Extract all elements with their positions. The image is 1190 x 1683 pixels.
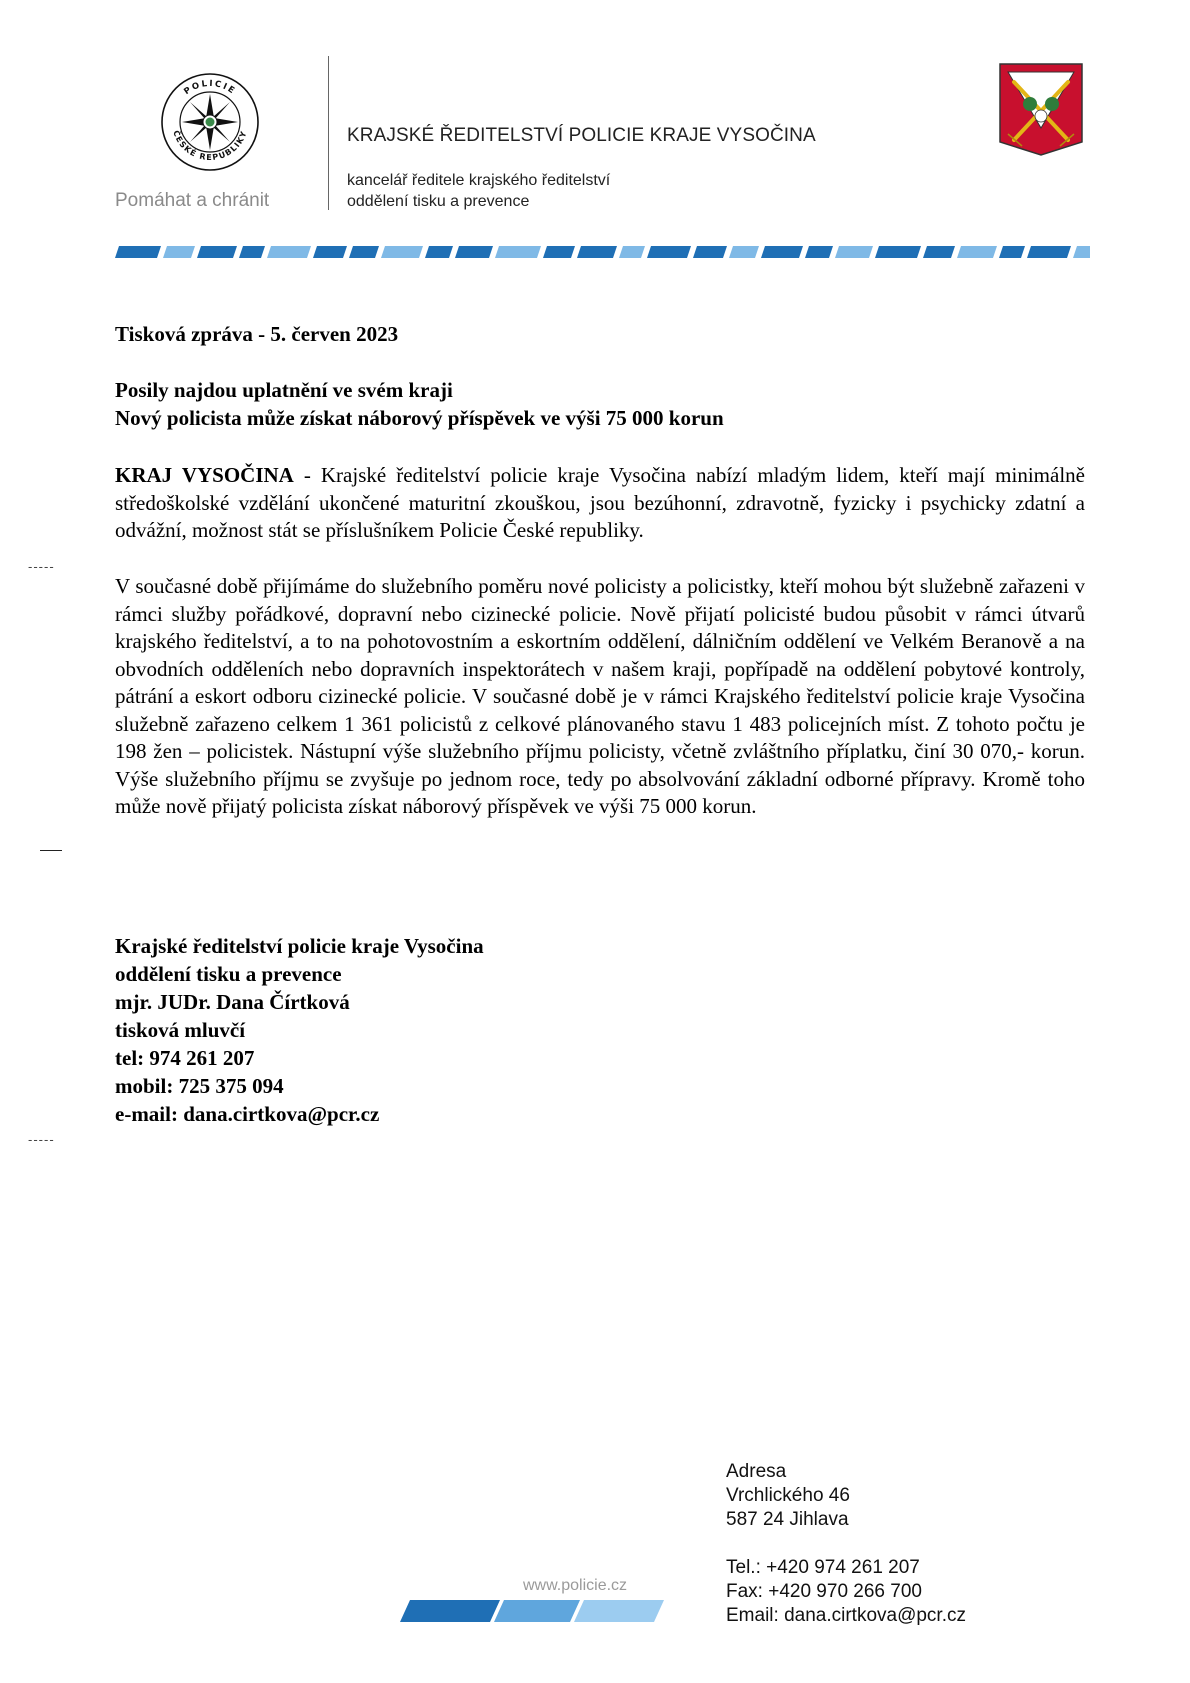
svg-text:POLICIE: POLICIE xyxy=(182,78,238,98)
stripe-segment xyxy=(267,246,311,258)
signature-block xyxy=(115,932,484,1128)
signature-tel: tel: 974 261 207 xyxy=(115,1046,255,1070)
stripe-segment xyxy=(313,246,347,258)
stripe-segment xyxy=(1073,246,1090,258)
vysocina-crest-icon xyxy=(998,62,1084,157)
stripe-segment xyxy=(729,246,759,258)
stripe-segment xyxy=(923,246,955,258)
stripe-segment xyxy=(197,246,237,258)
header-stripe-decoration xyxy=(115,246,1090,258)
signature-role: tisková mluvčí xyxy=(115,1018,246,1042)
signature-name: mjr. JUDr. Dana Čírtková xyxy=(115,990,350,1014)
signature-mobile: mobil: 725 375 094 xyxy=(115,1074,284,1098)
headline-1: Posily najdou uplatnění ve svém kraji xyxy=(115,378,453,402)
organization-title: KRAJSKÉ ŘEDITELSTVÍ POLICIE KRAJE VYSOČINA xyxy=(347,125,816,146)
stripe-segment xyxy=(1027,246,1071,258)
signature-org: Krajské ředitelství policie kraje Vysočina xyxy=(115,934,484,958)
stripe-segment xyxy=(239,246,265,258)
footer-stripe-decoration xyxy=(400,1600,664,1622)
stripe-segment xyxy=(381,246,423,258)
signature-email: e-mail: dana.cirtkova@pcr.cz xyxy=(115,1102,380,1126)
stripe-segment xyxy=(115,246,161,258)
department-line-2: oddělení tisku a prevence xyxy=(347,193,530,210)
stripe-segment xyxy=(647,246,691,258)
header-divider xyxy=(328,56,329,210)
department-line-1: kancelář ředitele krajského ředitelství xyxy=(347,172,611,189)
stripe-segment xyxy=(495,246,541,258)
paragraph-2: V současné době přijímáme do služebního poměru nové policisty a policistky, kteří mohou být služebně zařazeni v rámci služby pořádkové, dopravní nebo cizinecké policie. Nově přijatí policisté budou působit v rámci útvarů krajského ředitelství, a to na pohotovostním a eskortním oddělení, dálničním oddělení ve Velkém Beranově a na obvodních odděleních nebo dopravních inspektorátech v našem kraji, popřípadě na oddělení pobytové kontroly, pátrání a eskort odboru cizinecké policie. V současné době je v rámci Krajského ředitelství policie kraje Vysočina služebně zařazeno celkem 1 361 policistů z celkové plánovaného stavu 1 483 policejních míst. Z tohoto počtu je 198 žen – policistek. Nástupní výše služebního příjmu policisty, včetně zvláštního příplatku, činí 30 070,- korun. Výše služebního příjmu se zvyšuje po jednom roce, tedy po absolvování základní odborné přípravy. Kromě toho může nově přijatý policista získat náborový příspěvek ve výši 75 000 korun. xyxy=(115,574,1085,818)
stripe-segment xyxy=(761,246,803,258)
stripe-segment xyxy=(957,246,997,258)
signature-dept: oddělení tisku a prevence xyxy=(115,962,342,986)
date-line: Tisková zpráva - 5. červen 2023 xyxy=(115,322,399,346)
paragraph-1-lead: KRAJ VYSOČINA xyxy=(115,463,294,487)
address-block xyxy=(726,1460,966,1628)
stripe-segment xyxy=(349,246,379,258)
stripe-segment xyxy=(999,246,1025,258)
stripe-segment xyxy=(425,246,453,258)
address-street: Vrchlického 46 xyxy=(726,1485,850,1506)
headline-2: Nový policista může získat náborový příspěvek ve výši 75 000 korun xyxy=(115,406,724,430)
address-fax: Fax: +420 970 266 700 xyxy=(726,1581,922,1602)
stripe-segment xyxy=(455,246,493,258)
slogan-text: Pomáhat a chránit xyxy=(115,190,270,211)
address-gap xyxy=(726,1532,966,1556)
footer-website: www.policie.cz xyxy=(523,1577,628,1594)
police-emblem-logo xyxy=(160,72,260,172)
address-tel: Tel.: +420 974 261 207 xyxy=(726,1557,920,1578)
stripe-segment xyxy=(835,246,873,258)
stripe-segment xyxy=(543,246,575,258)
margin-mark-bottom: ----- xyxy=(28,1132,55,1147)
paragraph-1-text: - Krajské ředitelství policie kraje Vysočina nabízí mladým lidem, kteří mají minimálně středoškolské vzdělání ukončené maturitní zkouškou, jsou bezúhonní, zdravotně, fyzicky i psychicky zdatní a odvážní, možnost stát se příslušníkem Policie České republiky. xyxy=(115,463,1085,542)
stripe-segment xyxy=(693,246,727,258)
address-city: 587 24 Jihlava xyxy=(726,1509,849,1530)
stripe-segment xyxy=(163,246,195,258)
paragraph-1 xyxy=(115,462,1085,545)
stripe-segment xyxy=(619,246,645,258)
address-heading: Adresa xyxy=(726,1461,787,1482)
address-email: Email: dana.cirtkova@pcr.cz xyxy=(726,1605,966,1626)
svg-text:ČESKÉ REPUBLIKY: ČESKÉ REPUBLIKY xyxy=(171,129,249,163)
margin-mark-top: ----- xyxy=(28,559,55,574)
stripe-segment xyxy=(805,246,833,258)
margin-dash xyxy=(40,850,62,851)
stripe-segment xyxy=(577,246,617,258)
stripe-segment xyxy=(875,246,921,258)
